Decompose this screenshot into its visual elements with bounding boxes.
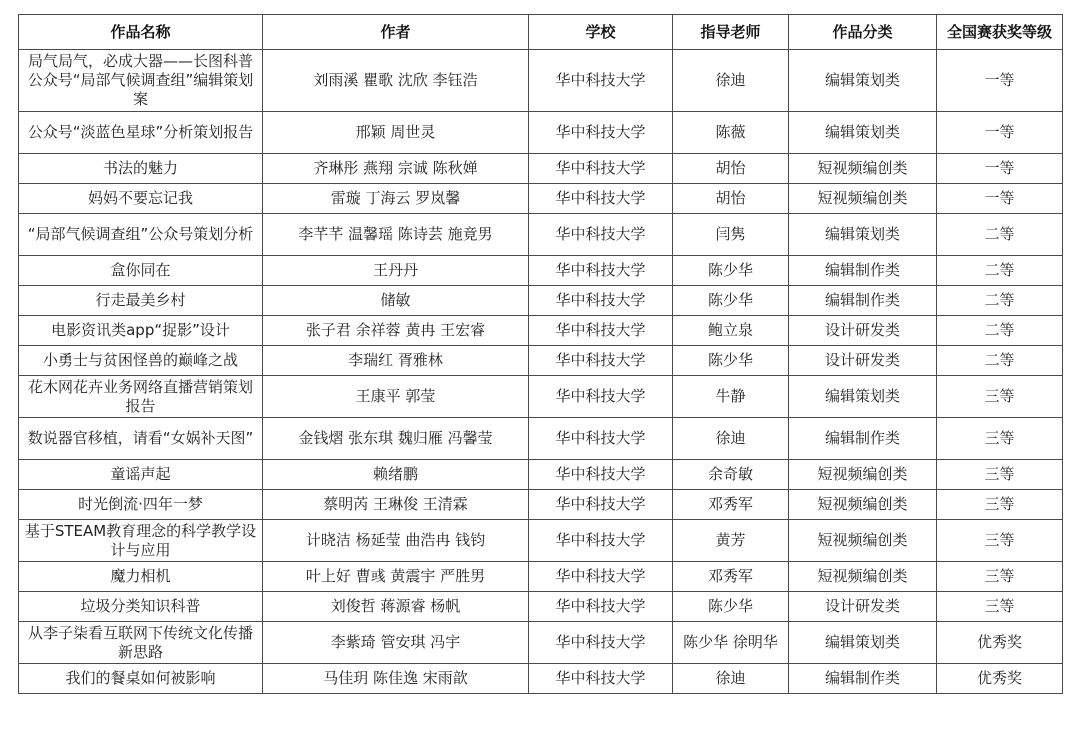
cell-advisor: 陈少华 xyxy=(673,346,789,376)
cell-school: 华中科技大学 xyxy=(529,154,673,184)
cell-advisor: 黄芳 xyxy=(673,520,789,562)
cell-school: 华中科技大学 xyxy=(529,316,673,346)
table-row xyxy=(19,592,1063,622)
table-row xyxy=(19,50,1063,112)
cell-category: 短视频编创类 xyxy=(789,562,937,592)
cell-authors: 金钱熠 张东琪 魏归雁 冯馨莹 xyxy=(263,418,529,460)
cell-award-level: 三等 xyxy=(937,376,1063,418)
cell-category: 短视频编创类 xyxy=(789,520,937,562)
cell-school: 华中科技大学 xyxy=(529,520,673,562)
cell-authors: 雷璇 丁海云 罗岚馨 xyxy=(263,184,529,214)
cell-authors: 赖绪鹏 xyxy=(263,460,529,490)
cell-school: 华中科技大学 xyxy=(529,490,673,520)
cell-advisor: 陈少华 xyxy=(673,592,789,622)
cell-authors: 李芊芊 温馨瑶 陈诗芸 施竟男 xyxy=(263,214,529,256)
cell-work-name: “局部气候调查组”公众号策划分析 xyxy=(19,214,263,256)
cell-school: 华中科技大学 xyxy=(529,592,673,622)
cell-school: 华中科技大学 xyxy=(529,214,673,256)
cell-advisor: 闫隽 xyxy=(673,214,789,256)
header-award-level: 全国赛获奖等级 xyxy=(937,15,1063,50)
cell-category: 编辑制作类 xyxy=(789,664,937,694)
cell-award-level: 一等 xyxy=(937,112,1063,154)
header-work-name: 作品名称 xyxy=(19,15,263,50)
cell-work-name: 局气局气，必成大器——长图科普公众号“局部气候调查组”编辑策划案 xyxy=(19,50,263,112)
cell-work-name: 魔力相机 xyxy=(19,562,263,592)
table-row xyxy=(19,418,1063,460)
cell-work-name: 书法的魅力 xyxy=(19,154,263,184)
cell-school: 华中科技大学 xyxy=(529,562,673,592)
cell-authors: 王丹丹 xyxy=(263,256,529,286)
table-row xyxy=(19,622,1063,664)
cell-category: 编辑策划类 xyxy=(789,622,937,664)
cell-advisor: 胡怡 xyxy=(673,184,789,214)
header-school: 学校 xyxy=(529,15,673,50)
cell-authors: 李紫琦 管安琪 冯宇 xyxy=(263,622,529,664)
table-row xyxy=(19,214,1063,256)
cell-advisor: 邓秀军 xyxy=(673,562,789,592)
table-row xyxy=(19,460,1063,490)
table-row xyxy=(19,256,1063,286)
cell-work-name: 行走最美乡村 xyxy=(19,286,263,316)
cell-advisor: 徐迪 xyxy=(673,50,789,112)
cell-work-name: 垃圾分类知识科普 xyxy=(19,592,263,622)
cell-authors: 邢颖 周世灵 xyxy=(263,112,529,154)
cell-school: 华中科技大学 xyxy=(529,346,673,376)
cell-authors: 马佳玥 陈佳逸 宋雨歆 xyxy=(263,664,529,694)
table-row xyxy=(19,664,1063,694)
cell-advisor: 陈薇 xyxy=(673,112,789,154)
cell-work-name: 盒你同在 xyxy=(19,256,263,286)
cell-award-level: 一等 xyxy=(937,154,1063,184)
cell-award-level: 优秀奖 xyxy=(937,664,1063,694)
cell-advisor: 陈少华 xyxy=(673,256,789,286)
cell-advisor: 胡怡 xyxy=(673,154,789,184)
table-row xyxy=(19,154,1063,184)
cell-category: 编辑策划类 xyxy=(789,50,937,112)
cell-work-name: 妈妈不要忘记我 xyxy=(19,184,263,214)
cell-advisor: 陈少华 xyxy=(673,286,789,316)
cell-category: 编辑制作类 xyxy=(789,256,937,286)
cell-authors: 齐琳彤 燕翔 宗诚 陈秋婵 xyxy=(263,154,529,184)
cell-school: 华中科技大学 xyxy=(529,418,673,460)
cell-advisor: 徐迪 xyxy=(673,418,789,460)
table-row xyxy=(19,490,1063,520)
cell-school: 华中科技大学 xyxy=(529,50,673,112)
cell-school: 华中科技大学 xyxy=(529,664,673,694)
cell-award-level: 三等 xyxy=(937,460,1063,490)
cell-category: 短视频编创类 xyxy=(789,184,937,214)
cell-work-name: 电影资讯类app“捉影”设计 xyxy=(19,316,263,346)
cell-advisor: 牛静 xyxy=(673,376,789,418)
table-row xyxy=(19,184,1063,214)
cell-school: 华中科技大学 xyxy=(529,256,673,286)
cell-school: 华中科技大学 xyxy=(529,622,673,664)
cell-advisor: 陈少华 徐明华 xyxy=(673,622,789,664)
cell-school: 华中科技大学 xyxy=(529,460,673,490)
cell-school: 华中科技大学 xyxy=(529,376,673,418)
table-row xyxy=(19,112,1063,154)
table-header-row xyxy=(19,15,1063,50)
cell-category: 编辑策划类 xyxy=(789,376,937,418)
cell-authors: 计晓洁 杨延莹 曲浩冉 钱钧 xyxy=(263,520,529,562)
cell-authors: 储敏 xyxy=(263,286,529,316)
cell-advisor: 邓秀军 xyxy=(673,490,789,520)
cell-award-level: 三等 xyxy=(937,520,1063,562)
table-row xyxy=(19,316,1063,346)
cell-award-level: 三等 xyxy=(937,490,1063,520)
cell-category: 短视频编创类 xyxy=(789,490,937,520)
cell-award-level: 优秀奖 xyxy=(937,622,1063,664)
awards-table xyxy=(18,14,1063,694)
header-authors: 作者 xyxy=(263,15,529,50)
cell-award-level: 三等 xyxy=(937,592,1063,622)
cell-category: 编辑制作类 xyxy=(789,418,937,460)
cell-authors: 刘俊哲 蒋源睿 杨帆 xyxy=(263,592,529,622)
table-row xyxy=(19,562,1063,592)
cell-work-name: 小勇士与贫困怪兽的巅峰之战 xyxy=(19,346,263,376)
cell-category: 设计研发类 xyxy=(789,316,937,346)
cell-award-level: 一等 xyxy=(937,184,1063,214)
cell-school: 华中科技大学 xyxy=(529,286,673,316)
cell-school: 华中科技大学 xyxy=(529,184,673,214)
awards-table-container xyxy=(18,14,1062,694)
cell-work-name: 基于STEAM教育理念的科学教学设计与应用 xyxy=(19,520,263,562)
cell-category: 编辑策划类 xyxy=(789,214,937,256)
cell-authors: 李瑞红 胥雅林 xyxy=(263,346,529,376)
cell-award-level: 二等 xyxy=(937,346,1063,376)
cell-advisor: 徐迪 xyxy=(673,664,789,694)
header-advisor: 指导老师 xyxy=(673,15,789,50)
cell-award-level: 二等 xyxy=(937,256,1063,286)
cell-category: 编辑策划类 xyxy=(789,112,937,154)
table-row xyxy=(19,346,1063,376)
cell-authors: 王康平 郭莹 xyxy=(263,376,529,418)
cell-advisor: 余奇敏 xyxy=(673,460,789,490)
cell-category: 设计研发类 xyxy=(789,346,937,376)
cell-authors: 蔡明芮 王琳俊 王清霖 xyxy=(263,490,529,520)
cell-award-level: 二等 xyxy=(937,286,1063,316)
cell-work-name: 时光倒流·四年一梦 xyxy=(19,490,263,520)
cell-award-level: 一等 xyxy=(937,50,1063,112)
cell-work-name: 童谣声起 xyxy=(19,460,263,490)
table-row xyxy=(19,376,1063,418)
cell-category: 短视频编创类 xyxy=(789,154,937,184)
cell-authors: 叶上好 曹彧 黄震宇 严胜男 xyxy=(263,562,529,592)
cell-advisor: 鲍立泉 xyxy=(673,316,789,346)
cell-category: 设计研发类 xyxy=(789,592,937,622)
cell-work-name: 花木网花卉业务网络直播营销策划报告 xyxy=(19,376,263,418)
cell-work-name: 从李子柒看互联网下传统文化传播新思路 xyxy=(19,622,263,664)
cell-authors: 张子君 余祥蓉 黄冉 王宏睿 xyxy=(263,316,529,346)
header-category: 作品分类 xyxy=(789,15,937,50)
cell-authors: 刘雨溪 瞿歌 沈欣 李钰浩 xyxy=(263,50,529,112)
cell-award-level: 二等 xyxy=(937,214,1063,256)
cell-award-level: 三等 xyxy=(937,418,1063,460)
cell-work-name: 数说器官移植，请看“女娲补天图” xyxy=(19,418,263,460)
cell-school: 华中科技大学 xyxy=(529,112,673,154)
cell-work-name: 我们的餐桌如何被影响 xyxy=(19,664,263,694)
table-row xyxy=(19,286,1063,316)
cell-work-name: 公众号“淡蓝色星球”分析策划报告 xyxy=(19,112,263,154)
cell-award-level: 二等 xyxy=(937,316,1063,346)
cell-category: 编辑制作类 xyxy=(789,286,937,316)
table-row xyxy=(19,520,1063,562)
cell-award-level: 三等 xyxy=(937,562,1063,592)
cell-category: 短视频编创类 xyxy=(789,460,937,490)
